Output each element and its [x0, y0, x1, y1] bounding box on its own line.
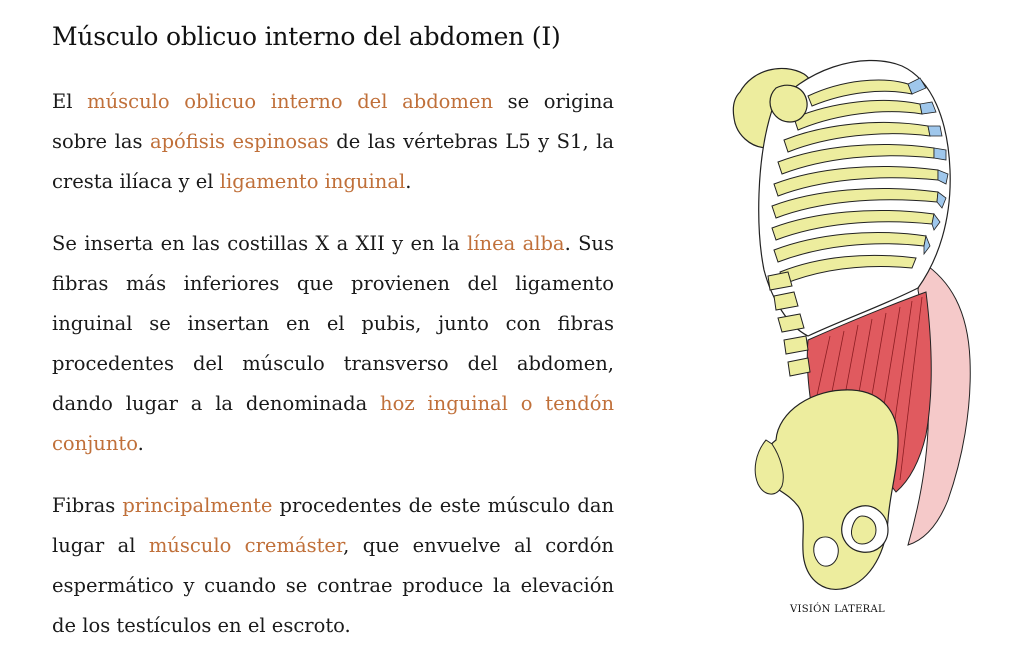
obturator-foramen	[814, 537, 839, 566]
femur-head-inner	[851, 516, 876, 544]
paragraph-insertion	[52, 224, 614, 464]
text-run: , que envuelve al cordón espermático y cuando se contrae produce la elevación de los testículos en el escroto.	[52, 534, 614, 637]
text-run: procedentes de este músculo dan lugar al	[52, 494, 614, 557]
term-link-ligamento-inguinal[interactable]: ligamento inguinal	[219, 170, 406, 193]
figure-caption: VISIÓN LATERAL	[790, 604, 885, 615]
text-run: . Sus fibras más inferiores que provienen del ligamento inguinal se insertan en el pubis, junto con fibras procedentes del músculo transverso del abdomen, dando lugar a la denominada	[52, 232, 614, 415]
humerus-head-shape	[770, 85, 807, 122]
text-run: .	[405, 170, 412, 193]
text-run: .	[137, 432, 144, 455]
text-run: El	[52, 90, 88, 113]
page-title: Músculo oblicuo interno del abdomen (I)	[52, 22, 561, 51]
paragraph-origin	[52, 82, 614, 202]
body-text	[52, 82, 614, 668]
term-link-hoz-inguinal[interactable]: hoz inguinal o tendón conjunto	[52, 392, 615, 455]
term-link-linea-alba[interactable]: línea alba	[467, 232, 565, 255]
term-link-musculo-cremaster[interactable]: músculo cremáster	[148, 534, 344, 557]
text-run: Fibras	[52, 494, 123, 517]
text-run: Se inserta en las costillas X a XII y en la	[52, 232, 468, 255]
text-run: se origina sobre las	[52, 90, 615, 153]
text-run: de las vértebras L5 y S1, la cresta ilíaca y el	[52, 130, 615, 193]
term-link-musculo-oblicuo-interno[interactable]: músculo oblicuo interno del abdomen	[87, 90, 494, 113]
paragraph-cremaster	[52, 486, 614, 646]
term-link-principalmente[interactable]: principalmente	[122, 494, 273, 517]
term-link-apofisis-espinosas[interactable]: apófisis espinosas	[149, 130, 329, 153]
anatomy-lateral-trunk-illustration	[712, 40, 972, 600]
